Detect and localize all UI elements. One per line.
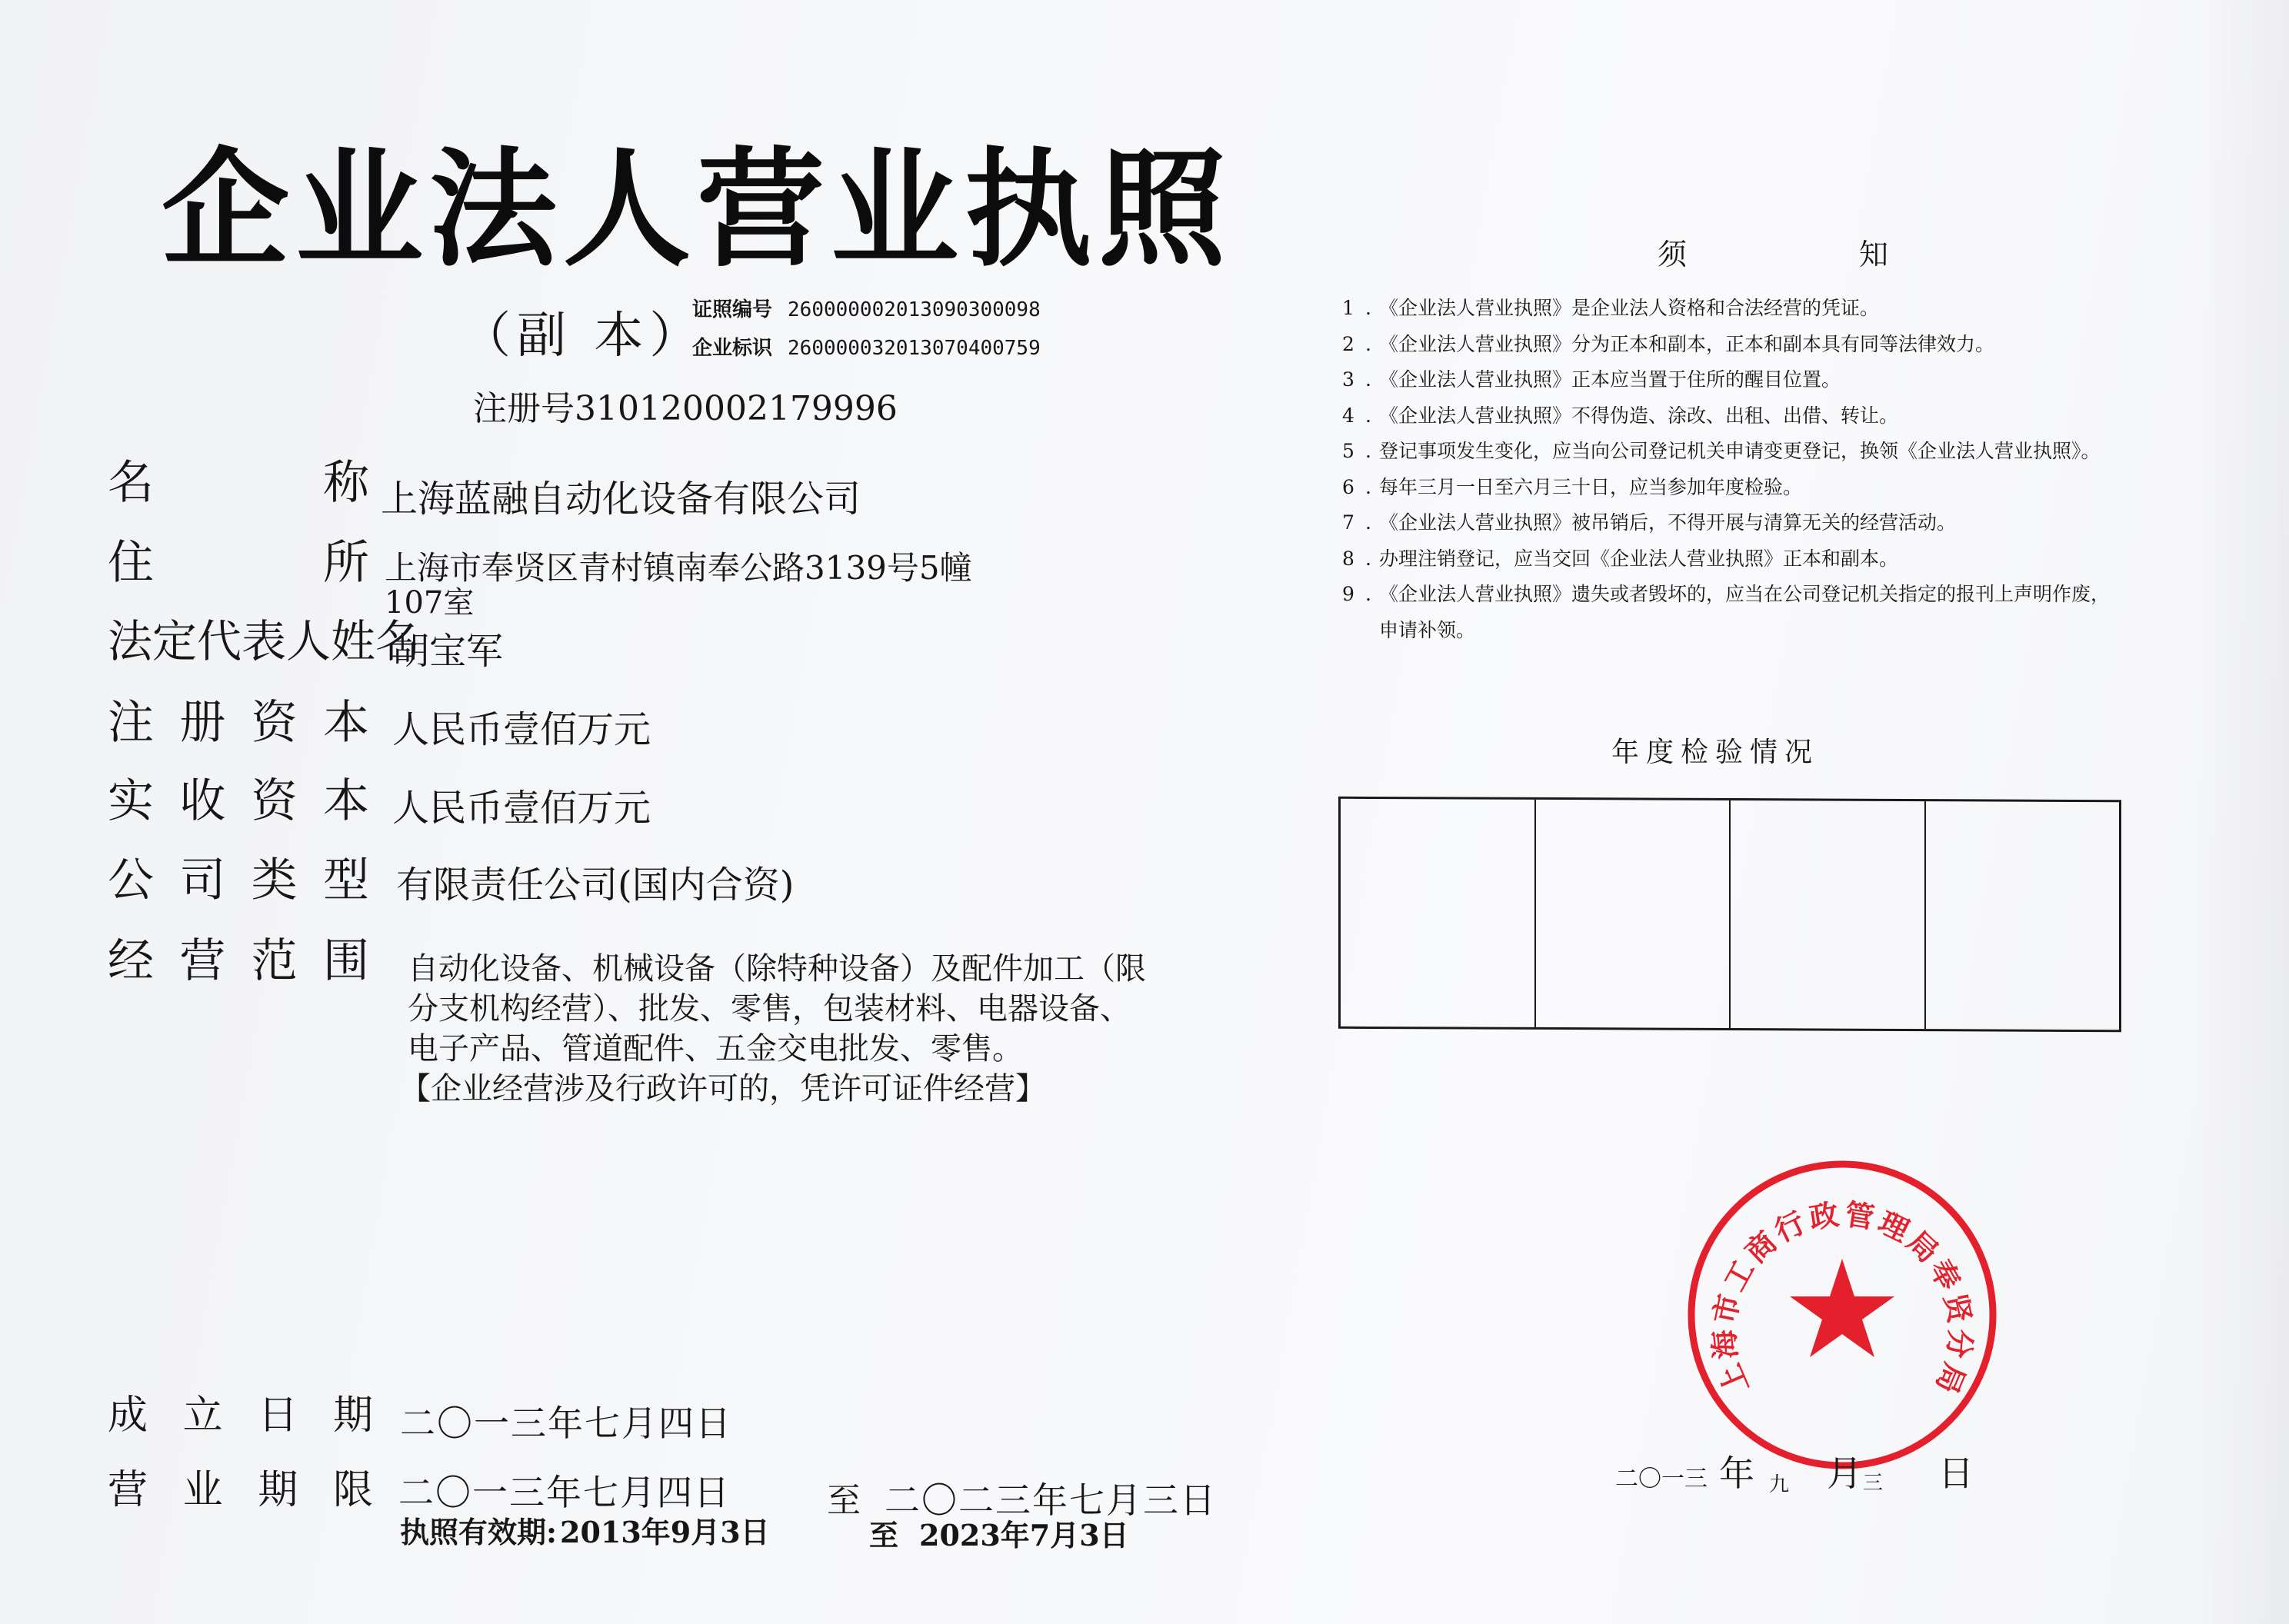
notice-number: 5 (1342, 440, 1354, 462)
notice-title: 须 知 (1658, 238, 1888, 271)
notice-number: 3 (1342, 368, 1354, 391)
notice-item (1342, 505, 2127, 541)
notice-item (1342, 362, 2127, 398)
paid-capital-value: 人民币壹佰万元 (392, 787, 651, 830)
business-scope-line-3: 电子产品、管道配件、五金交电批发、零售。 (408, 1031, 1023, 1067)
business-scope-line-2: 分支机构经营）、批发、零售，包装材料、电器设备、 (408, 991, 1131, 1027)
inspection-table (1338, 797, 2121, 1032)
legal-rep-name: 胡宝军 (392, 630, 504, 673)
notice-text: 《企业法人营业执照》分为正本和副本，正本和副本具有同等法律效力。 (1379, 332, 1995, 355)
document-title: 企业法人营业执照 (162, 136, 1232, 285)
notice-number: 2 (1342, 332, 1354, 355)
notice-text: 《企业法人营业执照》遗失或者毁坏的，应当在公司登记机关指定的报刊上声明作废，申请补领。 (1379, 583, 2111, 641)
established-label: 成 立 日 期 (108, 1393, 373, 1439)
address-line-1: 上海市奉贤区青村镇南奉公路3139号5幢 (385, 549, 972, 587)
issue-date (1615, 1446, 1977, 1496)
certificate-number-value: 260000002013090300098 (788, 298, 1041, 321)
issue-year-label: 年 (1719, 1453, 1754, 1494)
issue-day-label: 日 (1938, 1453, 1974, 1494)
business-scope-line-4: 【企业经营涉及行政许可的，凭许可证件经营】 (400, 1071, 1046, 1107)
inspection-title: 年度检验情况 (1611, 737, 1820, 768)
established-date: 二〇一三年七月四日 (400, 1403, 732, 1444)
company-type-value: 有限责任公司(国内合资) (396, 864, 795, 907)
notice-dot: . (1365, 547, 1371, 570)
notice-text: 《企业法人营业执照》是企业法人资格和合法经营的凭证。 (1379, 297, 1880, 319)
enterprise-id-value: 260000032013070400759 (788, 337, 1041, 360)
term-label: 营 业 期 限 (108, 1467, 373, 1513)
notice-number: 4 (1342, 404, 1354, 427)
copy-label: （副 本） (461, 308, 705, 364)
seal-text: 上海市工商行政管理局奉贤分局 (1706, 1197, 1978, 1399)
notice-dot: . (1365, 332, 1371, 355)
issue-day-value: 三 (1863, 1472, 1884, 1495)
official-seal (1684, 1157, 2000, 1473)
notice-dot: . (1365, 440, 1371, 462)
paid-capital-label: 实 收 资 本 (108, 774, 369, 828)
validity-to-prefix: 至 (869, 1518, 899, 1552)
notice-item (1342, 541, 2127, 577)
certificate-number (692, 294, 1041, 322)
notice-dot: . (1365, 475, 1371, 498)
issue-year-value: 二〇一三 (1615, 1466, 1708, 1493)
enterprise-id (692, 332, 1041, 361)
notice-text: 《企业法人营业执照》被吊销后，不得开展与清算无关的经营活动。 (1379, 511, 1957, 534)
notice-text: 登记事项发生变化，应当向公司登记机关申请变更登记，换领《企业法人营业执照》。 (1379, 440, 2101, 462)
notice-dot: . (1365, 583, 1371, 605)
notice-text: 《企业法人营业执照》正本应当置于住所的醒目位置。 (1379, 368, 1841, 391)
notice-item (1342, 398, 2127, 434)
notice-text: 《企业法人营业执照》不得伪造、涂改、出租、出借、转让。 (1379, 404, 1899, 427)
address-line-2: 107室 (385, 585, 475, 621)
inspection-cell (1926, 801, 2120, 1030)
term-to-prefix: 至 (827, 1481, 861, 1520)
validity-to: 2023年7月3日 (919, 1518, 1129, 1552)
validity-from: 2013年9月3日 (560, 1515, 770, 1549)
notice-dot: . (1365, 404, 1371, 427)
legal-rep-label: 法定代表人姓名 (108, 615, 421, 667)
address-label: 住 所 (108, 536, 369, 590)
inspection-cell (1731, 800, 1926, 1029)
notice-dot: . (1365, 368, 1371, 391)
notice-number: 7 (1342, 511, 1354, 534)
validity-label: 执照有效期: (400, 1515, 558, 1549)
business-scope-line-1: 自动化设备、机械设备（除特种设备）及配件加工（限 (408, 951, 1146, 987)
registered-capital-value: 人民币壹佰万元 (392, 708, 651, 751)
notice-number: 8 (1342, 547, 1354, 570)
notice-text: 每年三月一日至六月三十日，应当参加年度检验。 (1379, 475, 1803, 498)
inspection-cell (1536, 800, 1731, 1028)
notice-text: 办理注销登记，应当交回《企业法人营业执照》正本和副本。 (1379, 547, 1899, 570)
issue-month-label: 月 (1827, 1453, 1862, 1494)
business-scope-label: 经 营 范 围 (108, 934, 369, 988)
name-label: 名 称 (108, 456, 369, 510)
notice-number: 9 (1342, 583, 1354, 605)
notice-item (1342, 327, 2127, 363)
notice-item (1342, 291, 2127, 327)
registration-number: 注册号310120002179996 (473, 389, 898, 428)
inspection-cell (1341, 799, 1536, 1027)
notice-list (1342, 291, 2127, 648)
company-name: 上海蓝融自动化设备有限公司 (381, 478, 861, 521)
term-to: 二〇二三年七月三日 (885, 1479, 1217, 1521)
notice-dot: . (1365, 511, 1371, 534)
registered-capital-label: 注 册 资 本 (108, 696, 369, 750)
term-from: 二〇一三年七月四日 (398, 1472, 731, 1513)
company-type-label: 公 司 类 型 (108, 854, 369, 907)
notice-item (1342, 470, 2127, 506)
seal-star-icon (1790, 1259, 1894, 1357)
scan-shadow (2197, 0, 2289, 1624)
issue-month-value: 九 (1769, 1473, 1790, 1496)
notice-number: 6 (1342, 475, 1354, 498)
notice-item (1342, 434, 2127, 470)
notice-dot: . (1365, 297, 1371, 319)
certificate-number-label: 证照编号 (692, 298, 773, 321)
notice-item (1342, 577, 2127, 648)
notice-number: 1 (1342, 297, 1354, 319)
enterprise-id-label: 企业标识 (692, 337, 773, 360)
